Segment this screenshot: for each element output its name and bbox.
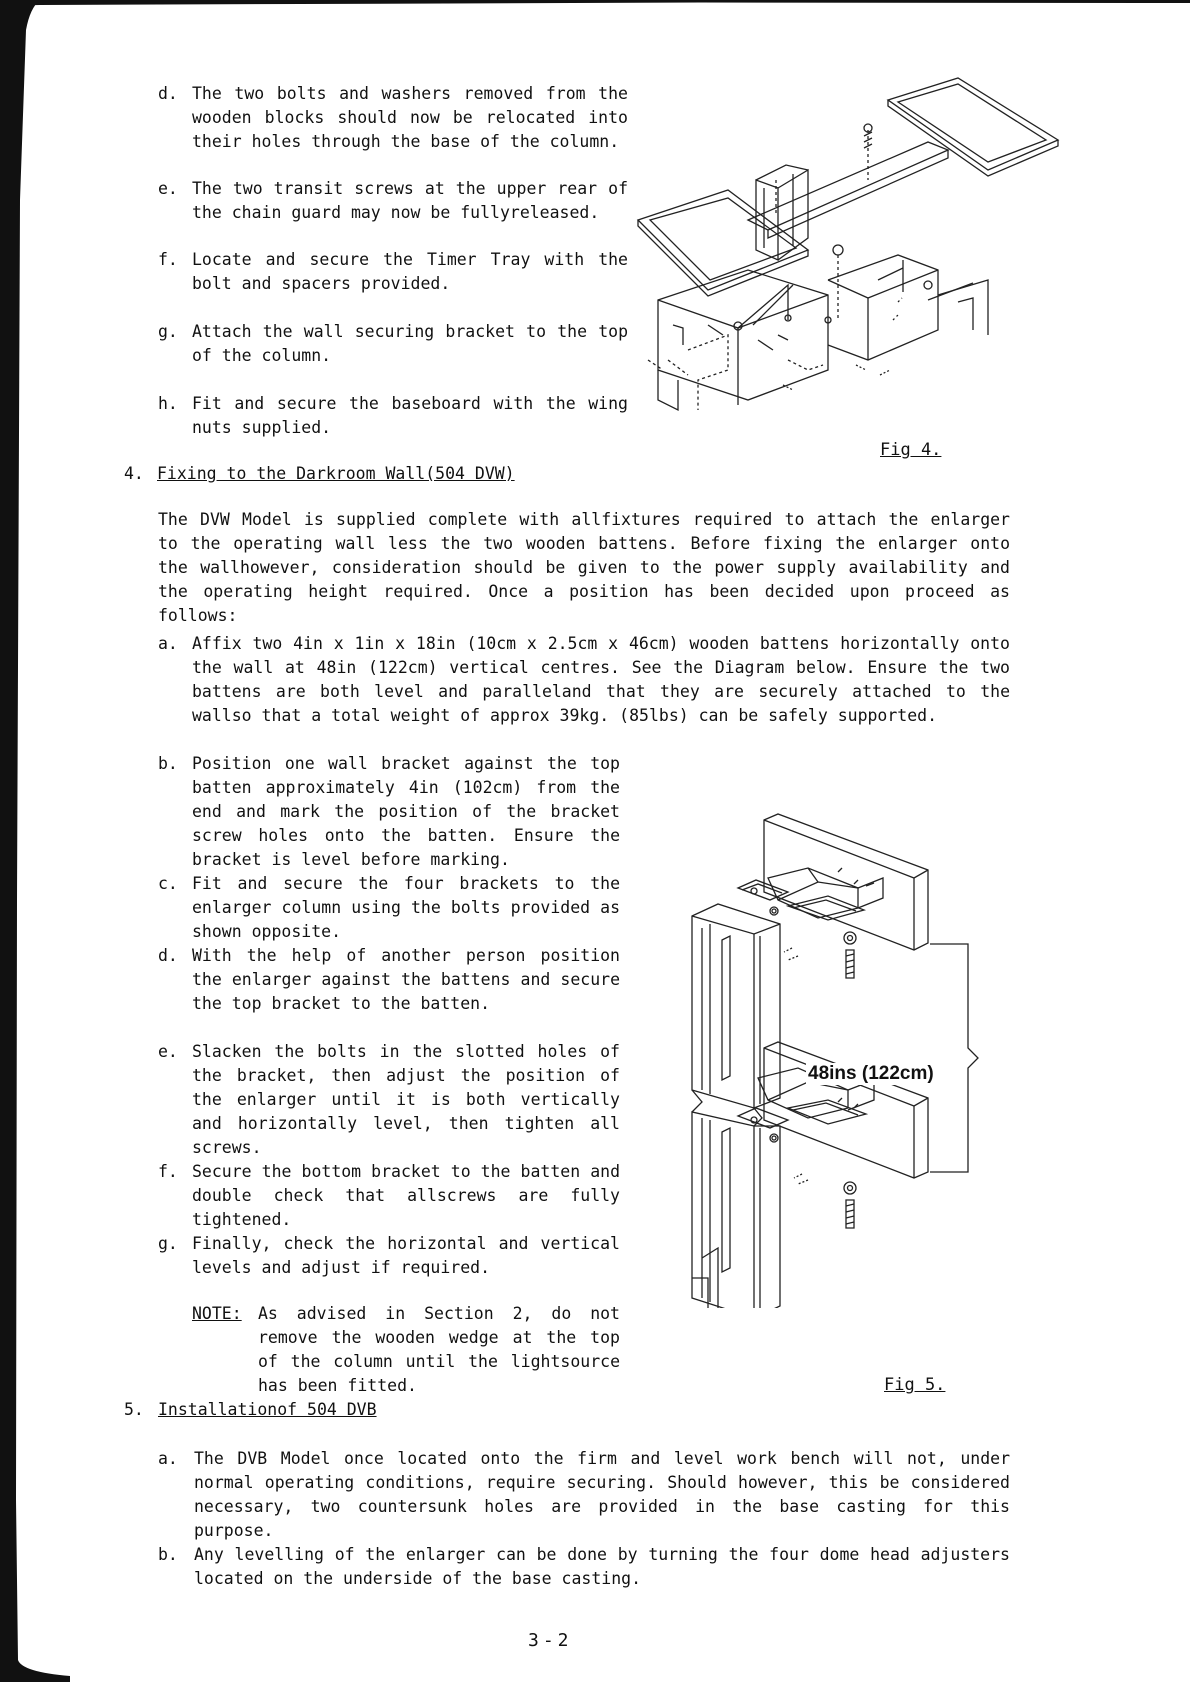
list-item-label: f. [158, 1162, 178, 1181]
list-item-text: Secure the bottom bracket to the batten and double check that allscrews are fully tightened. [192, 1162, 620, 1229]
binding-edge-top [0, 0, 1190, 10]
list-item-label: e. [158, 1042, 178, 1061]
list-item-text: Fit and secure the four brackets to the enlarger column using the bolts provided as shown opposite. [192, 874, 620, 941]
section-5-number: 5. [124, 1400, 144, 1419]
section-4-number: 4. [124, 464, 144, 483]
list-item-label: a. [158, 1449, 178, 1468]
figure-4-drawing [628, 70, 1068, 430]
list-item-label: b. [158, 754, 178, 773]
list-item-text: Position one wall bracket against the top batten approximately 4in (102cm) from the end and mark the position of the bracket screw holes onto the batten. Ensure the bracket is level before marking. [192, 754, 620, 869]
list-item-label: d. [158, 946, 178, 965]
list-item-label: g. [158, 322, 178, 341]
list-item-text: Finally, check the horizontal and vertical levels and adjust if required. [192, 1234, 620, 1277]
note-label: NOTE: [192, 1304, 242, 1323]
list-item-text: The two bolts and washers removed from the wooden blocks should now be relocated into their holes through the base of the column. [192, 84, 628, 151]
figure-4-caption: Fig 4. [880, 440, 942, 460]
list-item-label: c. [158, 874, 178, 893]
binding-edge-left [0, 0, 70, 1682]
note-text: As advised in Section 2, do not remove the wooden wedge at the top of the column until the lightsource has been fitted. [258, 1304, 620, 1395]
figure-5-dimension-label: 48ins (122cm) [808, 1063, 934, 1084]
list-item-label: d. [158, 84, 178, 103]
list-item-text: Locate and secure the Timer Tray with the bolt and spacers provided. [192, 250, 628, 293]
section-4-heading: Fixing to the Darkroom Wall(504 DVW) [157, 464, 515, 483]
section-5-heading: Installationof 504 DVB [158, 1400, 377, 1419]
list-item-text: Attach the wall securing bracket to the top of the column. [192, 322, 628, 365]
figure-5-drawing [678, 808, 1008, 1308]
list-item-text: Slacken the bolts in the slotted holes of the bracket, then adjust the position of the enlarger until it is both vertically and horizontally level, then tighten all screws. [192, 1042, 620, 1157]
list-item-label: a. [158, 634, 178, 653]
list-item-text: Any levelling of the enlarger can be done by turning the four dome head adjusters located on the underside of the base casting. [194, 1545, 1010, 1588]
list-item-label: g. [158, 1234, 178, 1253]
list-item-text: The DVB Model once located onto the firm and level work bench will not, under normal operating conditions, require securing. Should however, this be considered necessary, two countersunk holes are provided in the base casting for this purpose. [194, 1449, 1010, 1540]
list-item-text: The two transit screws at the upper rear of the chain guard may now be fullyreleased. [192, 179, 628, 222]
list-item-label: f. [158, 250, 178, 269]
page-number: 3-2 [528, 1630, 573, 1651]
section-4-intro: The DVW Model is supplied complete with allfixtures required to attach the enlarger to the operating wall less the two wooden battens. Before fixing the enlarger onto the wallhowever, consideration should be given to the power supply availability and the operating height required. Once a position has been decided upon proceed as follows: [158, 510, 1010, 625]
figure-5-caption: Fig 5. [884, 1375, 946, 1395]
list-item-label: b. [158, 1545, 178, 1564]
list-item-text: Affix two 4in x 1in x 18in (10cm x 2.5cm x 46cm) wooden battens horizontally onto the wall at 48in (122cm) vertical centres. See the Diagram below. Ensure the two battens are both level and paralleland that they are securely attached to the wallso that a total weight of approx 39kg. (85lbs) can be safely supported. [192, 634, 1010, 725]
list-item-text: With the help of another person position the enlarger against the battens and secure the top bracket to the batten. [192, 946, 620, 1013]
list-item-label: h. [158, 394, 178, 413]
list-item-text: Fit and secure the baseboard with the wing nuts supplied. [192, 394, 628, 437]
list-item-label: e. [158, 179, 178, 198]
